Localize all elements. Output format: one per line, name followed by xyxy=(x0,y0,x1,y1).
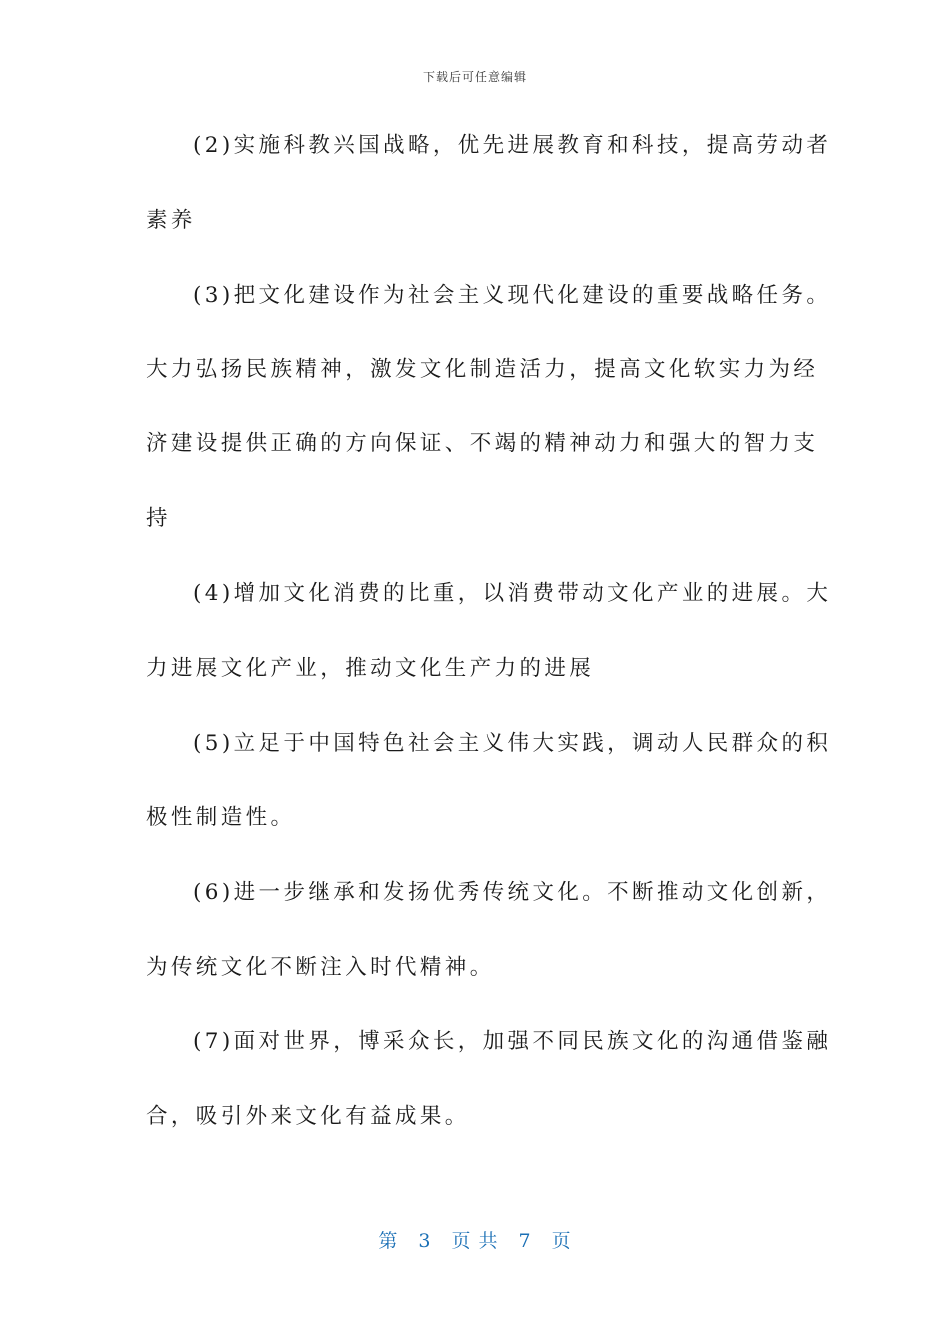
paragraph-7-line-1: (7)面对世界，博采众长，加强不同民族文化的沟通借鉴融 xyxy=(193,1029,832,1054)
paragraph-5-line-1: (5)立足于中国特色社会主义伟大实践，调动人民群众的积 xyxy=(193,731,832,756)
page-number-footer: 第 3 页 共 7 页 xyxy=(378,1230,572,1252)
page-header: 下载后可任意编辑 xyxy=(422,70,527,84)
paragraph-2-line-2: 素养 xyxy=(146,208,196,233)
paragraph-4-line-2: 力进展文化产业，推动文化生产力的进展 xyxy=(146,656,595,681)
paragraph-3-line-3: 济建设提供正确的方向保证、不竭的精神动力和强大的智力支 xyxy=(146,431,819,456)
paragraph-7-line-2: 合，吸引外来文化有益成果。 xyxy=(146,1104,470,1129)
paragraph-3-line-4: 持 xyxy=(146,506,171,531)
paragraph-3-line-1: (3)把文化建设作为社会主义现代化建设的重要战略任务。 xyxy=(193,283,832,308)
paragraph-3-line-2: 大力弘扬民族精神，激发文化制造活力，提高文化软实力为经 xyxy=(146,357,819,382)
paragraph-6-line-2: 为传统文化不断注入时代精神。 xyxy=(146,955,495,980)
paragraph-6-line-1: (6)进一步继承和发扬优秀传统文化。不断推动文化创新， xyxy=(193,880,832,905)
paragraph-2-line-1: (2)实施科教兴国战略，优先进展教育和科技，提高劳动者 xyxy=(193,133,832,158)
paragraph-5-line-2: 极性制造性。 xyxy=(146,805,296,830)
paragraph-4-line-1: (4)增加文化消费的比重，以消费带动文化产业的进展。大 xyxy=(193,581,832,606)
